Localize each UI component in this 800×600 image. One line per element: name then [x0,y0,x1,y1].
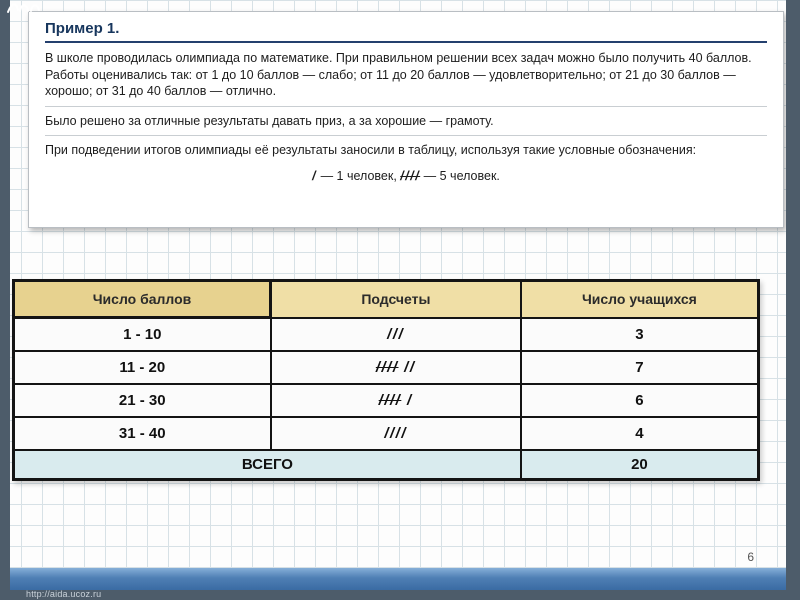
table-header-row [14,281,759,318]
student-count-cell: 4 [521,417,759,450]
frequency-table [12,279,760,481]
score-range-cell: 31 - 40 [14,417,271,450]
score-range-cell: 21 - 30 [14,384,271,417]
tally-struck-group: //// [375,358,399,376]
divider-line [45,135,767,136]
table-header-score: Число баллов [14,281,271,318]
tally-cell [271,351,521,384]
right-edge-strip [786,0,800,600]
total-value-cell: 20 [521,450,759,480]
footer-blue-bar [0,568,800,590]
tally-plain-group: / [401,391,413,409]
tally-one-label: — 1 человек, [317,168,401,183]
example-text-panel [28,11,784,228]
slide-page-number: 6 [747,550,754,564]
tally-plain-group: /// [387,325,405,343]
footer-url: http://aida.ucoz.ru [26,589,102,599]
table-total-row [14,450,759,480]
example-title: Пример 1. [45,20,767,43]
example-paragraph-notation: При подведении итогов олимпиады её результаты заносили в таблицу, используя такие условные обозначения: [45,143,697,157]
tally-struck-group: //// [378,391,402,409]
footer-slate-bar [0,590,800,600]
tally-cell [271,318,521,351]
total-label-cell: ВСЕГО [14,450,521,480]
divider-line [45,106,767,107]
student-count-cell: 6 [521,384,759,417]
table-row [14,351,759,384]
table-header-students: Число учащихся [521,281,759,318]
frequency-table-container [12,279,760,481]
tally-five-mark: //// [400,168,421,183]
table-header-tally: Подсчеты [271,281,521,318]
tally-cell [271,384,521,417]
table-row [14,417,759,450]
tally-five-label: — 5 человек. [420,168,500,183]
tally-cell [271,417,521,450]
tally-plain-group: // [398,358,416,376]
tally-plain-group: //// [384,424,407,442]
example-paragraph-conditions: В школе проводилась олимпиада по математике. При правильном решении всех задач можно было получить 40 баллов. Работы оценивались так: от 1 до 10 баллов — слабо; от 11 до 20 баллов — удовлетворительно; от 21 до 30 баллов — хорошо; от 31 до 40 баллов — отлично. [45,51,752,98]
corner-decoration-mark [6,0,52,14]
example-paragraph-prizes: Было решено за отличные результаты давать приз, а за хорошие — грамоту. [45,113,494,128]
left-edge-strip [0,0,10,600]
student-count-cell: 3 [521,318,759,351]
tally-one-mark: / [312,168,318,183]
table-row [14,384,759,417]
table-row [14,318,759,351]
student-count-cell: 7 [521,351,759,384]
tally-legend [45,169,767,183]
score-range-cell: 11 - 20 [14,351,271,384]
score-range-cell: 1 - 10 [14,318,271,351]
